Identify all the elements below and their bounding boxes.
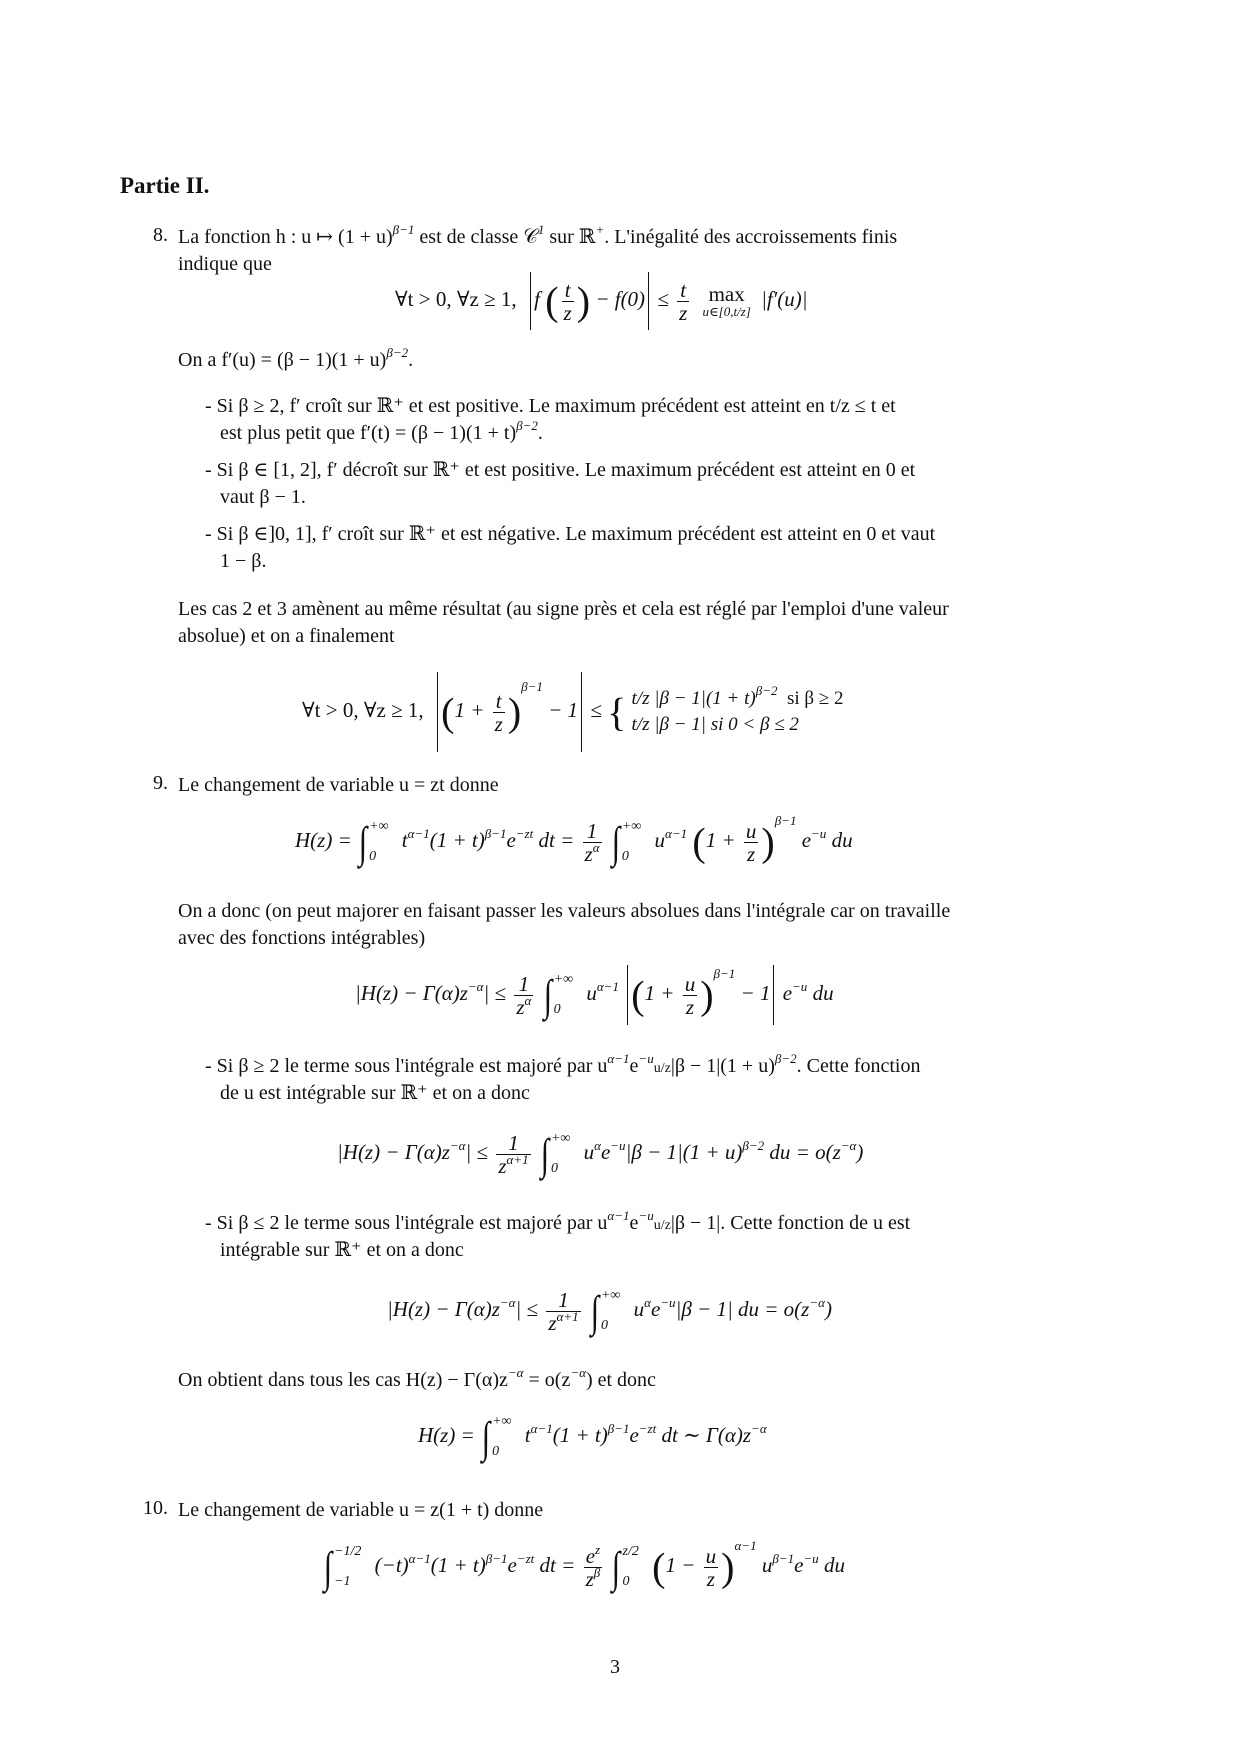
q8-derivative: On a $f'(u) = (\beta - 1)(1 + u)^{\beta-2}$. — [178, 345, 414, 371]
q9-line-1: Le changement de variable u = zt donne — [178, 774, 499, 796]
q9-case-2-line-1: - Si β ≤ 2 le terme sous l'intégrale est majoré par $u^{\alpha-1}e^{-u}u/z|\beta - 1|$. Cette fonction de u est — [205, 1208, 911, 1234]
q8-paragraph-line-1: Les cas 2 et 3 amènent au même résultat (au signe près et cela est réglé par l'emploi d'une valeur — [178, 598, 949, 620]
q9-paragraph-line-2: avec des fonctions intégrables) — [178, 927, 426, 949]
q10-line-1: Le changement de variable u = z(1 + t) donne — [178, 1499, 544, 1521]
page-number: 3 — [610, 1656, 620, 1678]
q9-case-2-line-2: intégrable sur ℝ⁺ et on a donc — [220, 1239, 464, 1261]
q9-conclusion: On obtient dans tous les cas $H(z) - \Gamma(\alpha)z^{-\alpha} = o(z^{-\alpha})$ et donc — [178, 1365, 656, 1391]
q8-case-3-line-1: - Si β ∈]0, 1], f′ croît sur ℝ⁺ et est négative. Le maximum précédent est atteint en 0 et vaut — [205, 523, 936, 545]
q8-case-2-line-2: vaut β − 1. — [220, 486, 306, 508]
q9-equivalent: H(z) = ∫ +∞ 0 $t^{\alpha-1}(1 + t)^{\beta-1}e^{-zt}$ dt ∼ $\Gamma(\alpha)z^{-\alpha}$ — [418, 1412, 767, 1462]
q9-case-1-line-1: - Si β ≥ 2 le terme sous l'intégrale est majoré par $u^{\alpha-1}e^{-u}u/z|\beta - 1|(1 + u)^{\beta-2}$. Cette fonction — [205, 1051, 921, 1077]
q9-case-1-line-2: de u est intégrable sur ℝ⁺ et on a donc — [220, 1082, 530, 1104]
question-number-9: 9. — [153, 772, 168, 794]
q9-bound-3: $|H(z) - \Gamma(\alpha)z^{-\alpha}|$ ≤ $\frac{1}{z^{\alpha+1}}$ ∫ +∞ 0 $u^\alpha e^{-u}|\beta - 1|$ du = $o(z^{-\alpha})$ — [387, 1286, 832, 1336]
question-number-10: 10. — [143, 1497, 168, 1519]
q8-case-2-line-1: - Si β ∈ [1, 2], f′ décroît sur ℝ⁺ et est positive. Le maximum précédent est atteint en 0 et — [205, 459, 916, 481]
question-number-8: 8. — [153, 224, 168, 246]
q9-bound-1: $|H(z) - \Gamma(\alpha)z^{-\alpha}|$ ≤ $\frac{1}{z^\alpha}$ ∫ +∞ 0 $u^{\alpha-1}$ (1 + $\frac{u}{z}$ )$^{\beta-1}$ − 1 $e^{-u}$ du — [355, 965, 834, 1025]
section-title: Partie II. — [120, 173, 210, 198]
q8-line-1: La fonction h : u ↦ $(1 + u)^{\beta-1}$ est de classe 𝒞$^1$ sur ℝ+. L'inégalité des accroissements finis — [178, 222, 898, 248]
q8-paragraph-line-2: absolue) et on a finalement — [178, 625, 395, 647]
q8-inequality-1: ∀t > 0, ∀z ≥ 1, f ( $\frac{t}{z}$ ) − f(0) ≤ $\frac{t}{z}$ max u∈[0,t/z] |f′(u)| — [395, 272, 808, 330]
q8-line-2: indique que — [178, 253, 272, 275]
q9-bound-2: $|H(z) - \Gamma(\alpha)z^{-\alpha}|$ ≤ $\frac{1}{z^{\alpha+1}}$ ∫ +∞ 0 $u^\alpha e^{-u}|\beta - 1|(1 + u)^{\beta-2}$ du = $o(z^{-\alpha})$ — [337, 1129, 864, 1179]
q9-paragraph-line-1: On a donc (on peut majorer en faisant passer les valeurs absolues dans l'intégrale car on travaille — [178, 900, 951, 922]
q9-integral-H: H(z) = ∫ +∞ 0 $t^{\alpha-1}(1 + t)^{\beta-1}e^{-zt}$ dt = $\frac{1}{z^\alpha}$ ∫ +∞ 0 $u^{\alpha-1}$ (1 + $\frac{u}{z}$ )$^{\beta-1}$ $e^{-u}$ du — [295, 812, 853, 867]
q8-case-1-line-2: est plus petit que $f'(t) = (\beta - 1)(1 + t)^{\beta-2}$. — [220, 418, 543, 444]
q10-integral: ∫ −1/2 −1 $(-t)^{\alpha-1}(1 + t)^{\beta-1}e^{-zt}$ dt = $\frac{e^z}{z^\beta}$ ∫ z/2 0 (1 − $\frac{u}{z}$ )$^{\alpha-1}$ $u^{\beta-1}e^{-u}$ du — [323, 1537, 845, 1592]
q8-final-inequality: ∀t > 0, ∀z ≥ 1, (1 + $\frac{t}{z}$ )$^{\beta-1}$ − 1 ≤ { t/z $|\beta - 1|(1 + t)^{\beta-2}$ si β ≥ 2 t/z |β − 1| si 0 < β ≤ 2 — [302, 672, 844, 752]
q8-case-1-line-1: - Si β ≥ 2, f′ croît sur ℝ⁺ et est positive. Le maximum précédent est atteint en t/z ≤ t et — [205, 395, 896, 417]
q8-case-3-line-2: 1 − β. — [220, 550, 267, 572]
